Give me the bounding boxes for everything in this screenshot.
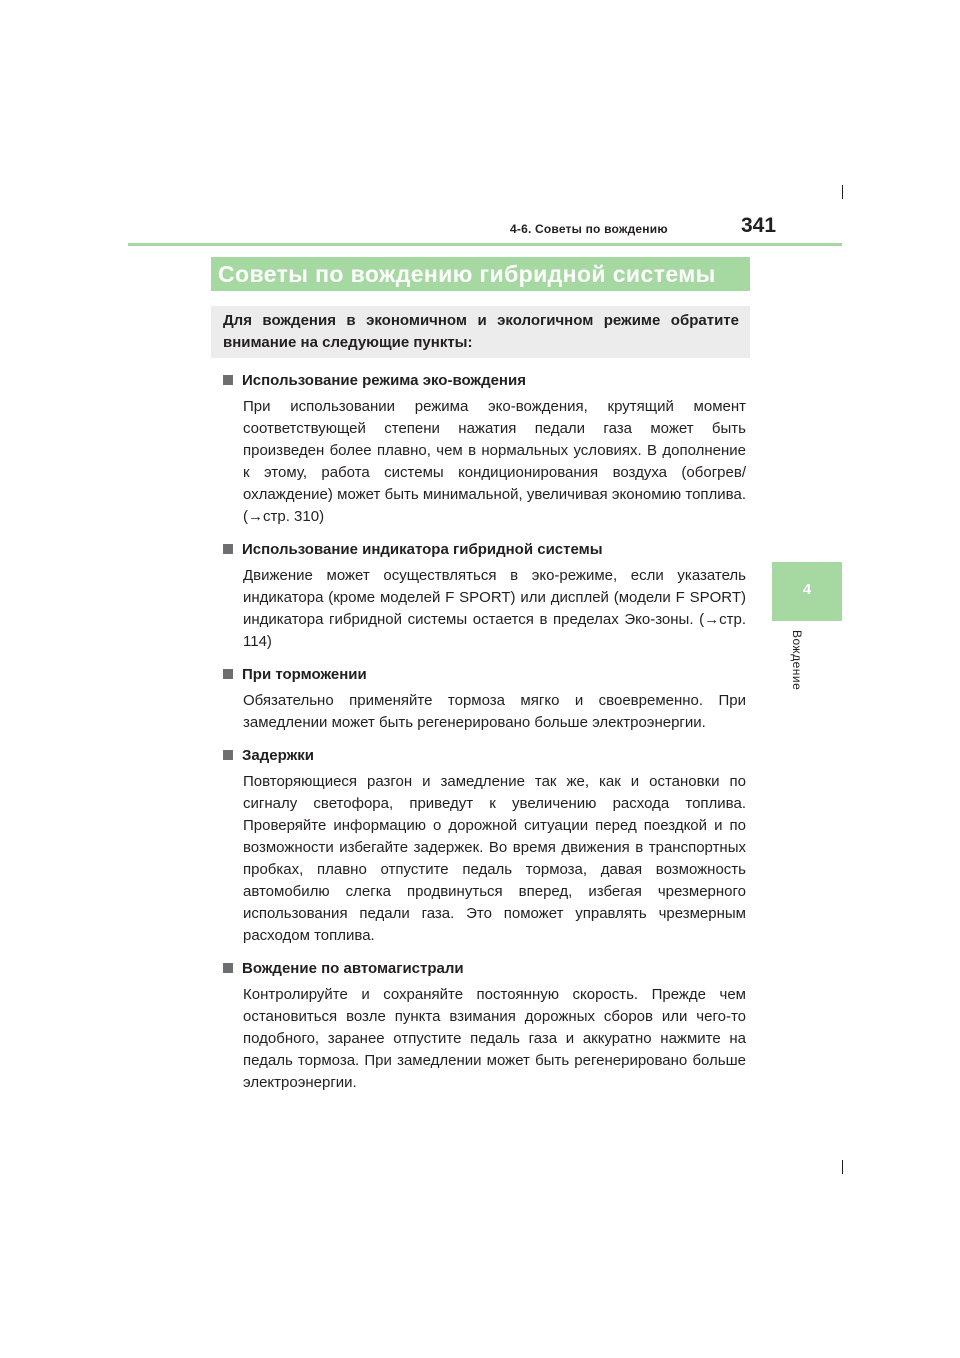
section-heading-text: Задержки	[242, 746, 314, 764]
section-heading	[222, 662, 746, 686]
header-rule	[128, 243, 842, 246]
crop-mark-bottom	[842, 1160, 843, 1174]
section-body: Движение может осуществляться в эко-режиме, если указатель индикатора (кроме моделей F SPORT) или дисплей (модели F SPORT) индикатора гибридной системы остается в пределах Эко-зоны. (→стр. 114)	[243, 567, 746, 650]
chapter-label: Вождение	[790, 630, 804, 691]
section-heading	[222, 956, 746, 980]
section-delays	[222, 743, 746, 947]
page-number: 341	[741, 214, 777, 237]
section-hybrid-indicator	[222, 537, 746, 653]
section-braking	[222, 662, 746, 734]
crop-mark-top	[842, 185, 843, 199]
header-section-title: 4-6. Советы по вождению	[510, 222, 668, 236]
section-heading	[222, 368, 746, 392]
section-heading-text: При торможении	[242, 665, 367, 683]
section-eco-mode	[222, 368, 746, 528]
section-highway	[222, 956, 746, 1094]
section-body: Повторяющиеся разгон и замедление так же, как и остановки по сигналу светофора, приведут к увеличению расхода топлива. Проверяйте информацию о дорожной ситуации перед поездкой и по возможности избегайте задержек. Во время движения в транспортных пробках, плавно отпустите педаль тормоза, давая возможность автомобилю слегка продвинуться вперед, избегая чрезмерного использования педали газа. Это поможет управлять чрезмерным расходом топлива.	[243, 773, 746, 944]
section-heading-text: Вождение по автомагистрали	[242, 959, 464, 977]
square-bullet-icon	[223, 544, 233, 554]
section-heading-text: Использование режима эко-вождения	[242, 371, 526, 389]
chapter-tab: 4	[772, 562, 842, 621]
square-bullet-icon	[223, 375, 233, 385]
section-body: Обязательно применяйте тормоза мягко и своевременно. При замедлении может быть регенерировано больше электроэнергии.	[243, 692, 746, 731]
section-body: При использовании режима эко-вождения, крутящий момент соответствующей степени нажатия педали газа может быть произведен более плавно, чем в нормальных условиях. В дополнение к этому, работа системы кондиционирования воздуха (обогрев/охлаждение) может быть минимальной, увеличивая экономию топлива. (→стр. 310)	[243, 398, 746, 525]
section-heading	[222, 537, 746, 561]
square-bullet-icon	[223, 669, 233, 679]
section-body: Контролируйте и сохраняйте постоянную скорость. Прежде чем остановиться возле пункта взимания дорожных сборов или чего-то подобного, заранее отпустите педаль газа и аккуратно нажмите на педаль тормоза. При замедлении может быть регенерировано больше электроэнергии.	[243, 986, 746, 1091]
page-title: Советы по вождению гибридной системы	[211, 257, 750, 291]
section-heading-text: Использование индикатора гибридной системы	[242, 540, 603, 558]
content	[222, 368, 746, 1103]
square-bullet-icon	[223, 963, 233, 973]
intro-box: Для вождения в экономичном и экологичном режиме обратите внимание на следующие пункты:	[211, 306, 750, 358]
square-bullet-icon	[223, 750, 233, 760]
section-heading	[222, 743, 746, 767]
